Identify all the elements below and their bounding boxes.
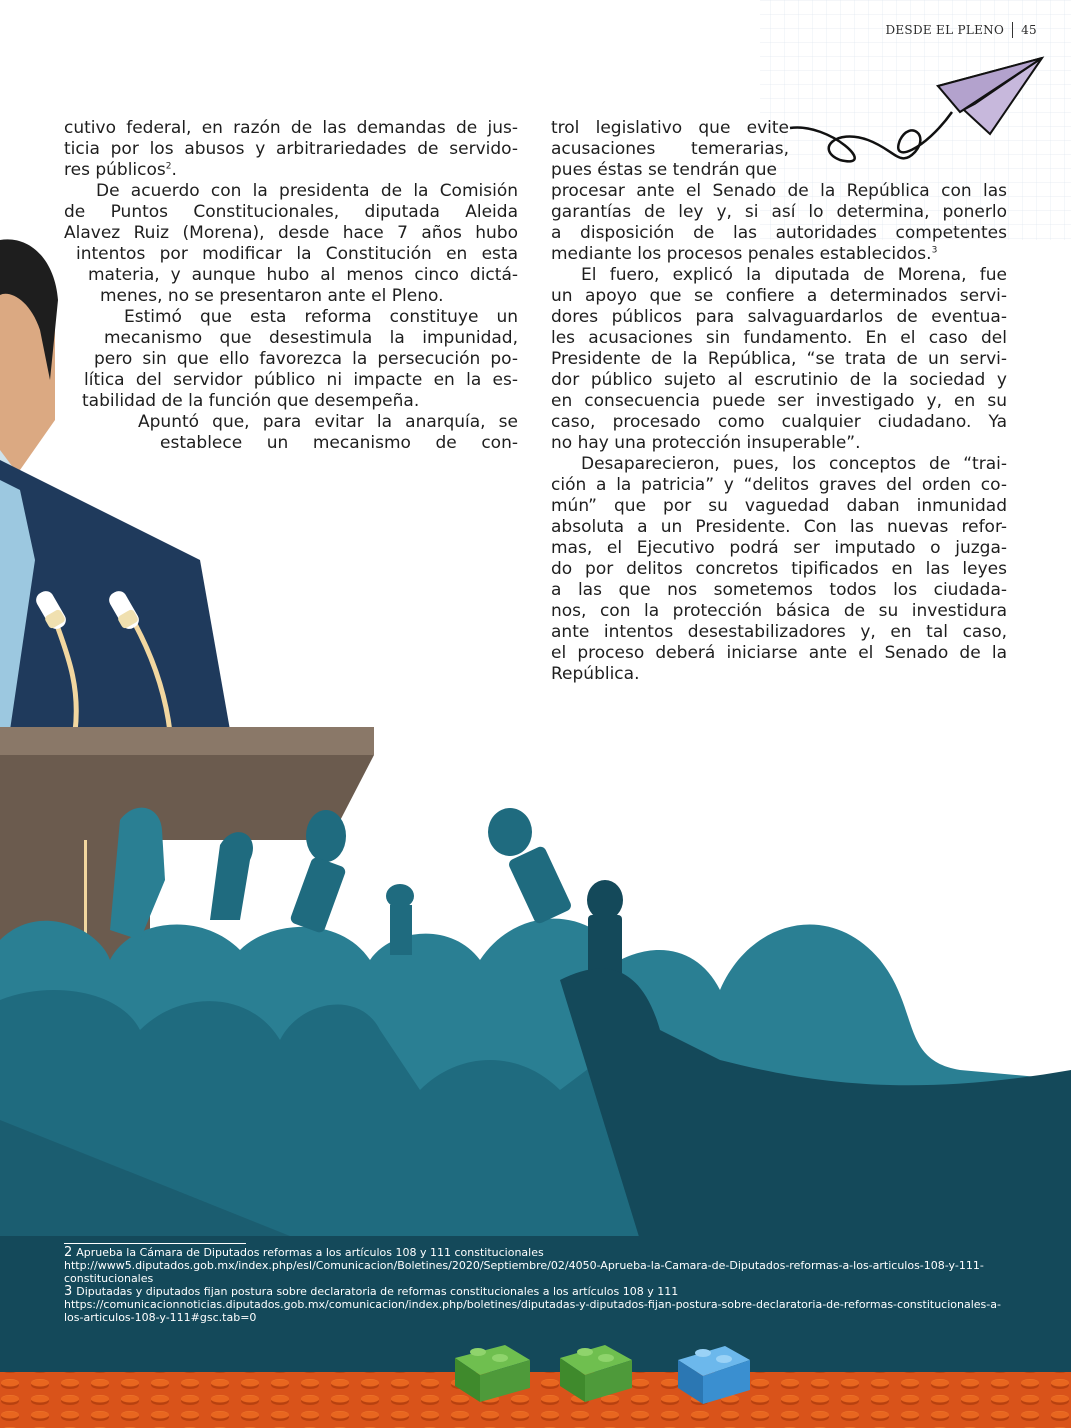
body-line: a las que nos sometemos todos los ciudada-: [551, 580, 1007, 600]
body-line: establece un mecanismo de con-: [160, 433, 518, 453]
body-line: pues éstas se tendrán que: [551, 160, 777, 180]
running-header: [885, 22, 1037, 38]
left-column: [64, 118, 518, 454]
body-line: les acusaciones sin fundamento. En el caso del: [551, 328, 1007, 348]
body-line: Desaparecieron, pues, los conceptos de “trai-: [581, 454, 1007, 474]
footnote-text: Aprueba la Cámara de Diputados reformas a los artículos 108 y 111 constitucionales http://www5.diputados.gob.mx/index.php/esl/Comunicacion/Boletines/2020/Septiembre/02/4050-Aprueba-la-Camara-de-Diputados-reformas-a-los-articulos-108-y-111-constitucionales: [64, 1246, 984, 1285]
body-line: tabilidad de la función que desempeña.: [82, 391, 420, 411]
brick-floor: [0, 1372, 1071, 1428]
body-line: De acuerdo con la presidenta de la Comisión: [96, 181, 518, 201]
body-line: el proceso deberá iniciarse ante el Senado de la: [551, 643, 1007, 663]
crowd-with-microphones: [0, 808, 1071, 1240]
body-line: mecanismo que desestimula la impunidad,: [104, 328, 518, 348]
body-line: lítica del servidor público ni impacte en la es-: [84, 370, 518, 390]
body-line: trol legislativo que evite: [551, 118, 789, 138]
body-line: República.: [551, 664, 640, 684]
body-line: ticia por los abusos y arbitrariedades de servido-: [64, 139, 518, 159]
body-line: procesar ante el Senado de la República con las: [551, 181, 1007, 201]
footnotes: [64, 1246, 1008, 1324]
body-line: mas, el Ejecutivo podrá ser imputado o juzga-: [551, 538, 1007, 558]
footnote-text: Diputadas y diputados fijan postura sobre declaratoria de reformas constitucionales a los artículos 108 y 111 https://comunicacionnoticias.diputados.gob.mx/comunicacion/index.php/boletines/diputadas-y-diputados-fijan-postura-sobre-declaratoria-de-reformas-constitucionales-a-los-articulos-108-y-111#gsc.tab=0: [64, 1285, 1001, 1324]
body-line: garantías de ley y, si así lo determina, ponerlo: [551, 202, 1007, 222]
body-line: ante intentos desestabilizadores y, en tal caso,: [551, 622, 1007, 642]
body-line: en consecuencia puede ser investigado y, en su: [551, 391, 1007, 411]
body-line: acusaciones temerarias,: [551, 139, 789, 159]
lego-bricks: [455, 1345, 750, 1404]
page-number: 45: [1021, 23, 1037, 37]
body-line: Alavez Ruiz (Morena), desde hace 7 años hubo: [64, 223, 518, 243]
body-line: intentos por modificar la Constitución en esta: [76, 244, 518, 264]
body-line: res públicos$^2$.: [64, 160, 177, 180]
body-line: a disposición de las autoridades competentes: [551, 223, 1007, 243]
body-line: mediante los procesos penales establecidos.$^3$: [551, 244, 938, 264]
section-title: DESDE EL PLENO: [885, 23, 1005, 37]
body-line: Apuntó que, para evitar la anarquía, se: [138, 412, 518, 432]
body-line: pero sin que ello favorezca la persecución po-: [94, 349, 518, 369]
body-line: do por delitos concretos tipificados en las leyes: [551, 559, 1007, 579]
body-line: materia, y aunque hubo al menos cinco dictá-: [88, 265, 518, 285]
header-divider: [1012, 22, 1013, 38]
body-line: Estimó que esta reforma constituye un: [124, 307, 518, 327]
body-line: menes, no se presentaron ante el Pleno.: [100, 286, 444, 306]
body-line: dor público sujeto al escrutinio de la sociedad y: [551, 370, 1007, 390]
body-line: mún” que por su vaguedad daban inmunidad: [551, 496, 1007, 516]
body-line: un apoyo que se confiere a determinados servi-: [551, 286, 1007, 306]
body-line: caso, procesado como cualquier ciudadano. Ya: [551, 412, 1007, 432]
body-line: ción a la patricia” y “delitos graves del orden co-: [551, 475, 1007, 495]
right-column: [551, 118, 1007, 685]
body-line: absoluta a un Presidente. Con las nuevas refor-: [551, 517, 1007, 537]
body-line: El fuero, explicó la diputada de Morena, fue: [581, 265, 1007, 285]
body-line: cutivo federal, en razón de las demandas de jus-: [64, 118, 518, 138]
footnote: 2 Aprueba la Cámara de Diputados reformas a los artículos 108 y 111 constitucionales http://www5.diputados.gob.mx/index.php/esl/Comunicacion/Boletines/2020/Septiembre/02/4050-Aprueba-la-Camara-de-Diputados-reformas-a-los-articulos-108-y-111-constitucionales: [64, 1245, 984, 1285]
body-line: de Puntos Constitucionales, diputada Aleida: [64, 202, 518, 222]
footnote-divider: [64, 1243, 246, 1244]
body-line: nos, con la protección básica de su investidura: [551, 601, 1007, 621]
footnote: 3 Diputadas y diputados fijan postura sobre declaratoria de reformas constitucionales a los artículos 108 y 111 https://comunicacionnoticias.diputados.gob.mx/comunicacion/index.php/boletines/diputadas-y-diputados-fijan-postura-sobre-declaratoria-de-reformas-constitucionales-a-los-articulos-108-y-111#gsc.tab=0: [64, 1284, 1001, 1324]
body-line: Presidente de la República, “se trata de un servi-: [551, 349, 1007, 369]
body-line: no hay una protección insuperable”.: [551, 433, 861, 453]
body-line: dores públicos para salvaguardarlos de eventua-: [551, 307, 1007, 327]
